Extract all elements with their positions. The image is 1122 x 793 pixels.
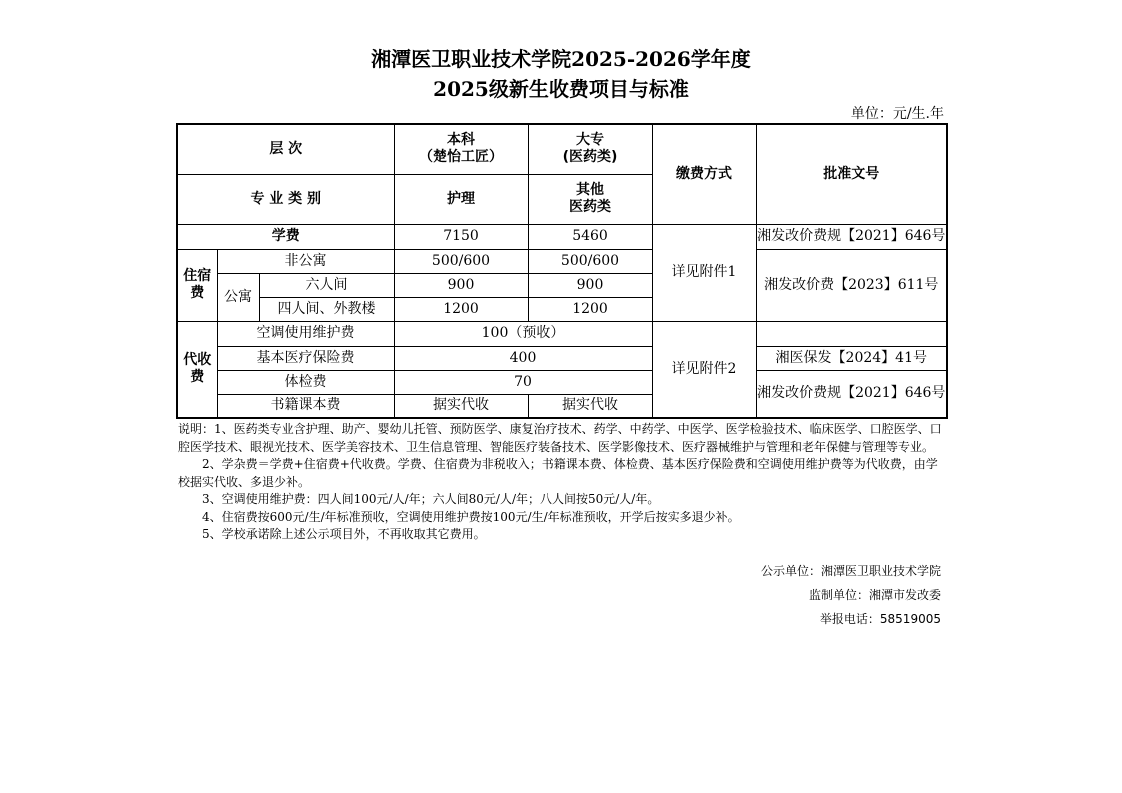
- approval-2: 湘发改价费【2023】611号: [756, 249, 947, 321]
- table-row: [177, 249, 947, 273]
- books-label: 书籍课本费: [217, 394, 394, 418]
- approval-1: 湘发改价费规【2021】646号: [756, 224, 947, 249]
- header-bachelor: 本科 （楚怡工匠）: [394, 124, 528, 174]
- supervisor-line: 监制单位：湘潭市发改委: [808, 588, 941, 602]
- non-apartment-college: 500/600: [528, 249, 652, 273]
- document-title-line1: 湘潭医卫职业技术学院2025-2026学年度: [371, 47, 751, 71]
- header-other-medical: 其他 医药类: [528, 174, 652, 224]
- table-row: [177, 346, 947, 370]
- fee-table: [176, 123, 948, 419]
- hotline-line: 举报电话：58519005: [819, 612, 941, 626]
- non-apartment-bachelor: 500/600: [394, 249, 528, 273]
- header-level: 层 次: [177, 124, 394, 174]
- books-bachelor: 据实代收: [394, 394, 528, 418]
- physical-value: 70: [394, 370, 652, 394]
- agency-group-label: 代收费: [177, 321, 217, 418]
- table-row: [177, 321, 947, 346]
- note-item: 4、住宿费按600元/生/年标准预收，空调使用维护费按100元/生/年标准预收，开学后按实多退少补。: [202, 509, 740, 524]
- approval-3: 湘医保发【2024】41号: [756, 346, 947, 370]
- payment-method-2: 详见附件2: [652, 321, 756, 418]
- unit-label: 单位：元/生.年: [850, 106, 944, 122]
- four-room-college: 1200: [528, 297, 652, 321]
- publisher-line: 公示单位：湘潭医卫职业技术学院: [760, 564, 941, 578]
- table-row: [177, 124, 947, 174]
- tuition-bachelor: 7150: [394, 224, 528, 249]
- note-item: 3、空调使用维护费：四人间100元/人/年；六人间80元/人/年；八人间按50元/人/年。: [202, 492, 660, 506]
- apartment-label: 公寓: [217, 273, 259, 321]
- table-row: [177, 224, 947, 249]
- header-approval-number: 批准文号: [756, 124, 947, 224]
- notes-section: [178, 421, 946, 544]
- header-payment-method: 缴费方式: [652, 124, 756, 224]
- non-apartment-label: 非公寓: [217, 249, 394, 273]
- header-category: 专 业 类 别: [177, 174, 394, 224]
- note-item: 2、学杂费＝学费+住宿费+代收费。学费、住宿费为非税收入；书籍课本费、体检费、基本医疗保险费和空调使用维护费等为代收费，由学校据实代收、多退少补。: [178, 457, 938, 489]
- tuition-label: 学费: [177, 224, 394, 249]
- payment-method-1: 详见附件1: [652, 224, 756, 321]
- four-room-bachelor: 1200: [394, 297, 528, 321]
- tuition-college: 5460: [528, 224, 652, 249]
- aircon-label: 空调使用维护费: [217, 321, 394, 346]
- approval-4: 湘发改价费规【2021】646号: [756, 370, 947, 418]
- physical-label: 体检费: [217, 370, 394, 394]
- six-room-college: 900: [528, 273, 652, 297]
- six-room-label: 六人间: [259, 273, 394, 297]
- header-nursing: 护理: [394, 174, 528, 224]
- header-college: 大专 (医药类): [528, 124, 652, 174]
- document-title-line2: 2025级新生收费项目与标准: [433, 77, 689, 101]
- housing-group-label: 住宿费: [177, 249, 217, 321]
- table-row: [177, 370, 947, 394]
- note-item: 5、学校承诺除上述公示项目外，不再收取其它费用。: [202, 527, 486, 541]
- aircon-value: 100（预收）: [394, 321, 652, 346]
- four-room-label: 四人间、外教楼: [259, 297, 394, 321]
- note-item: 说明：1、医药类专业含护理、助产、婴幼儿托管、预防医学、康复治疗技术、药学、中药学、中医学、医学检验技术、临床医学、口腔医学、口腔医学技术、眼视光技术、医学美容技术、卫生信息管理、智能医疗装备技术、医学影像技术、医疗器械维护与管理和老年保健与管理等专业。: [178, 422, 942, 454]
- six-room-bachelor: 900: [394, 273, 528, 297]
- insurance-value: 400: [394, 346, 652, 370]
- books-college: 据实代收: [528, 394, 652, 418]
- insurance-label: 基本医疗保险费: [217, 346, 394, 370]
